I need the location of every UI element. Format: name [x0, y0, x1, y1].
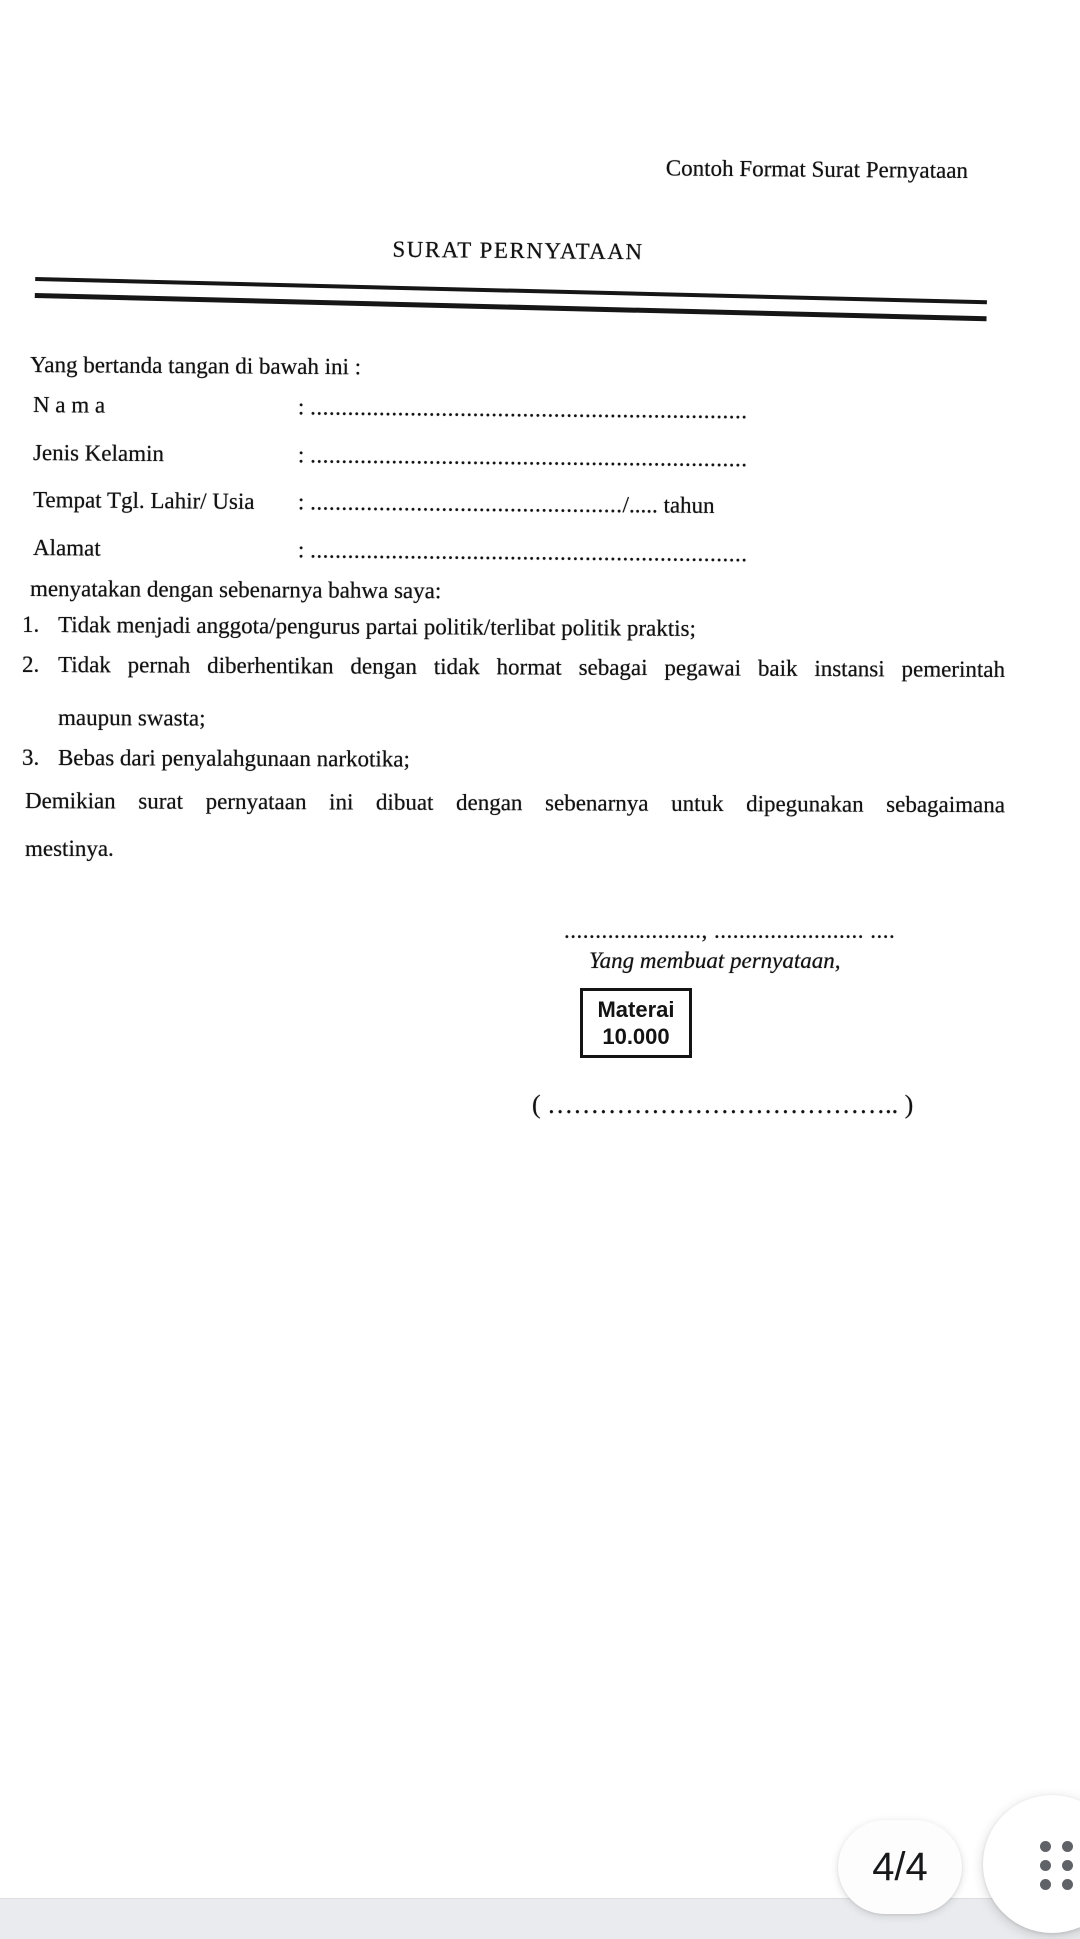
- statement-item-1: Tidak menjadi anggota/pengurus partai politik/terlibat politik praktis;: [57, 612, 697, 641]
- intro-line: Yang bertanda tangan di bawah ini :: [29, 352, 362, 380]
- signature-name-line: ( ………………………………….. ): [532, 1090, 914, 1119]
- field-row-tempat-tgl-lahir-usia: [33, 487, 773, 519]
- field-label: N a m a: [32, 392, 106, 418]
- statement-item-2-line-1: Tidak pernah diberhentikan dengan tidak hormat sebagai pegawai baik instansi pemerintah: [57, 652, 1006, 682]
- field-row-nama: [33, 392, 773, 424]
- closing-paragraph-line-2: mestinya.: [25, 836, 114, 861]
- field-dots: ......................................................................: [310, 394, 748, 424]
- document-caption: Contoh Format Surat Pernyataan: [665, 155, 969, 183]
- item-number: 2.: [22, 652, 40, 677]
- field-colon: :: [297, 537, 305, 563]
- six-dot-grid-icon: [1040, 1841, 1073, 1890]
- field-suffix: /..... tahun: [622, 492, 715, 518]
- field-colon: :: [297, 489, 305, 515]
- field-label: Tempat Tgl. Lahir/ Usia: [32, 487, 255, 514]
- field-dots: ......................................................................: [310, 442, 748, 472]
- field-label: Alamat: [32, 535, 101, 561]
- page-indicator-text: 4/4: [872, 1844, 928, 1889]
- signature-place-date-line: ......................, ........................ ....: [564, 918, 896, 943]
- field-row-alamat: [33, 535, 773, 567]
- item-number: 3.: [22, 745, 40, 770]
- item-number: 1.: [22, 612, 40, 637]
- statement-lead: menyatakan dengan sebenarnya bahwa saya:: [29, 576, 442, 604]
- statement-item-2-line-2: maupun swasta;: [57, 705, 206, 731]
- field-dots: ......................................................................: [310, 537, 748, 567]
- field-label: Jenis Kelamin: [32, 440, 165, 467]
- field-colon: :: [297, 442, 305, 468]
- materai-value: 10.000: [602, 1024, 670, 1049]
- materai-label: Materai: [597, 997, 675, 1022]
- closing-paragraph-line-1: Demikian surat pernyataan ini dibuat dengan sebenarnya untuk dipegunakan sebagaimana: [24, 788, 1006, 818]
- signature-caption: Yang membuat pernyataan,: [589, 948, 841, 973]
- page-indicator-pill: [838, 1820, 962, 1914]
- document-title: SURAT PERNYATAAN: [392, 236, 644, 265]
- statement-item-3: Bebas dari penyalahgunaan narkotika;: [57, 745, 410, 772]
- materai-stamp-box: [580, 988, 692, 1058]
- field-row-jenis-kelamin: [33, 440, 773, 472]
- title-double-rule: [35, 277, 987, 321]
- field-colon: :: [297, 394, 305, 420]
- field-dots: ..................................................: [310, 489, 623, 518]
